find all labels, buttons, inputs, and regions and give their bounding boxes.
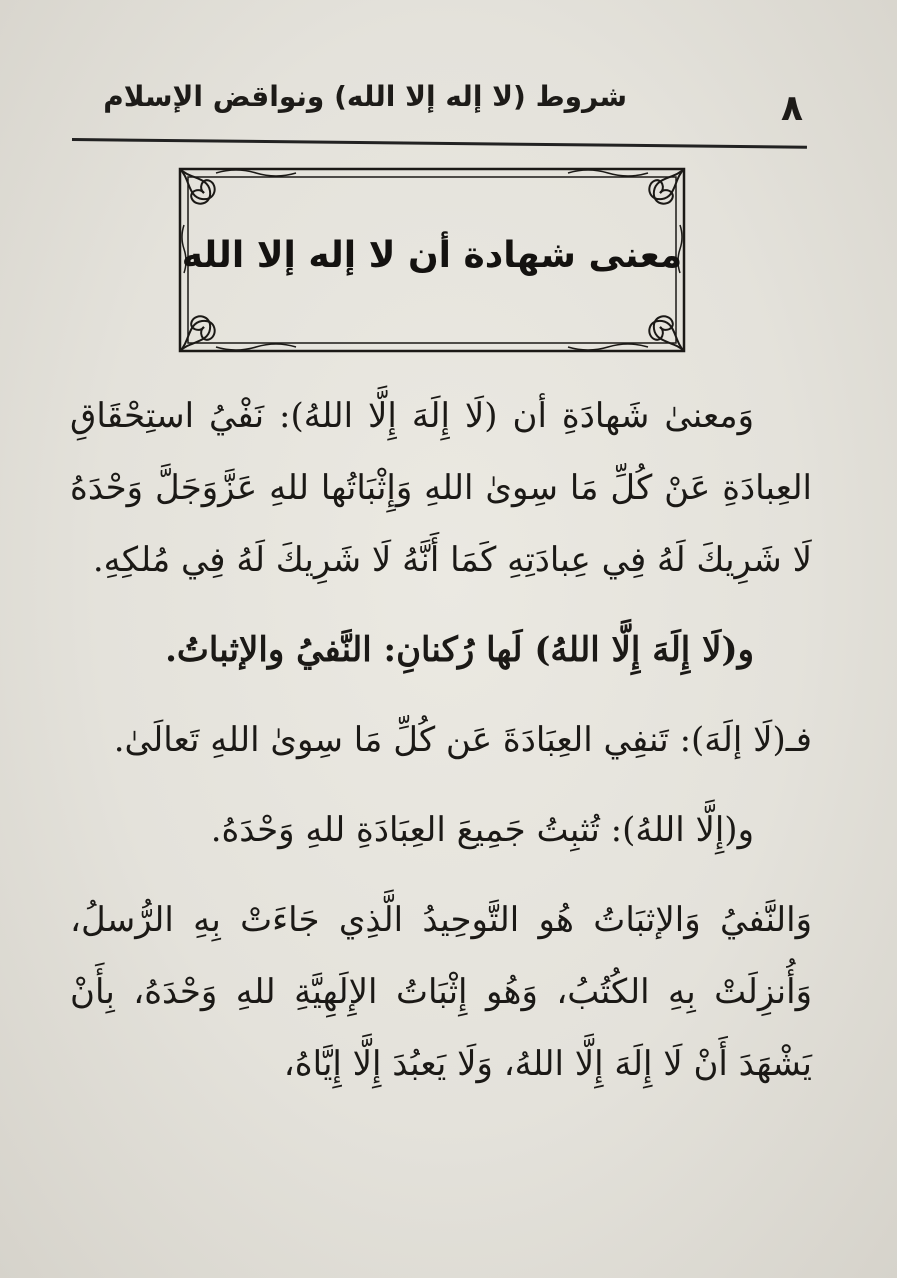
body-text [70,380,812,1118]
paragraph: وَالنَّفيُ وَالإثبَاتُ هُو التَّوحِيدُ الَّذِي جَاءَتْ بِهِ الرُّسلُ، وَأُنزِلَتْ بِهِ الكُتُبُ، وَهُو إِثْبَاتُ الإِلَهِيَّةِ للهِ وَحْدَهُ، بِأَنْ يَشْهَدَ أَنْ لَا إِلَهَ إِلَّا اللهُ، وَلَا يَعبُدَ إِلَّا إِيَّاهُ، [70,900,812,1084]
section-title: معنى شهادة أن لا إله إلا الله [181,235,683,276]
page-number: ٨ [781,88,803,129]
paragraph: وَمعنىٰ شَهادَةِ أن (لَا إِلَهَ إِلَّا اللهُ): نَفْيُ استِحْقَاقِ العِبادَةِ عَنْ كُلِّ مَا سِوىٰ اللهِ وَإِثْبَاتُها للهِ عَزَّوَجَلَّ وَحْدَهُ لَا شَرِيكَ لَهُ فِي عِبادَتِهِ كَمَا أَنَّهُ لَا شَرِيكَ لَهُ فِي مُلكِهِ. [70,396,812,580]
paragraph: فـ(لَا إلَهَ): تَنفِي العِبَادَةَ عَن كُلِّ مَا سِوىٰ اللهِ تَعالَىٰ. [113,720,812,760]
paragraph: و(إِلَّا اللهُ): تُثبِتُ جَمِيعَ العِبَادَةِ للهِ وَحْدَهُ. [210,810,754,850]
paragraph: و(لَا إِلَهَ إِلَّا اللهُ) لَها رُكنانِ: النَّفيُ والإثباتُ. [165,630,754,670]
running-title: شروط (لا إله إلا الله) ونواقض الإسلام [103,80,627,113]
header-rule [72,138,807,149]
title-frame [176,165,688,355]
page-header [72,78,807,158]
